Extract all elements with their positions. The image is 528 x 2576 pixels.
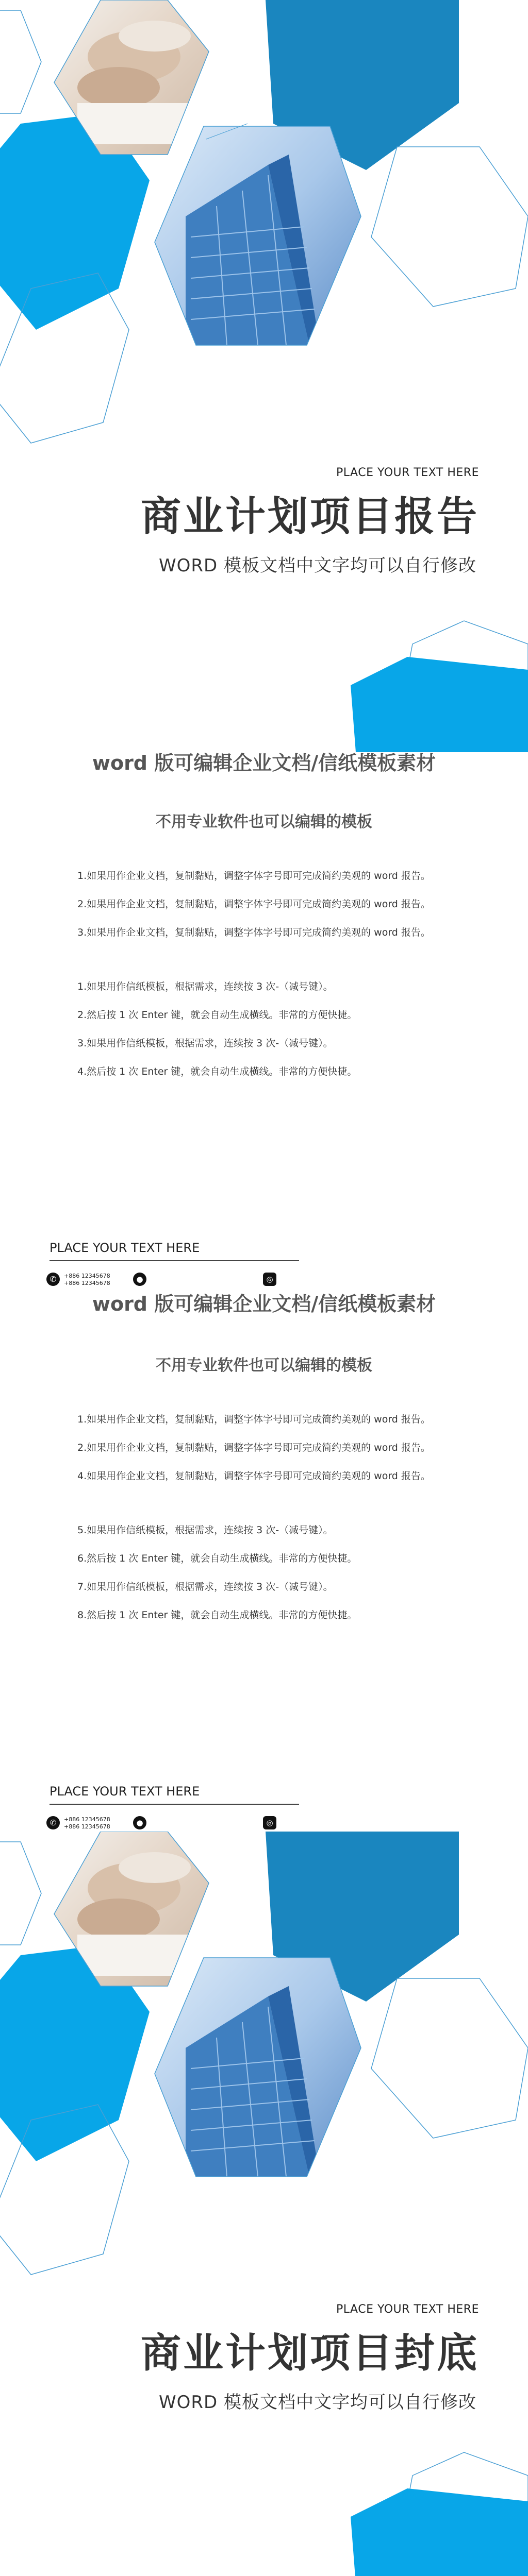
place-text: PLACE YOUR TEXT HERE [336, 2303, 479, 2316]
document-title: word 版可编辑企业文档/信纸模板素材 [92, 752, 436, 774]
blue-hexagon [351, 2488, 528, 2576]
letter-header [0, 1775, 528, 1837]
place-text: PLACE YOUR TEXT HERE [336, 466, 479, 479]
back-cover-title: 商业计划项目封底 [140, 2330, 479, 2377]
back-cover-subtitle: WORD 模板文档中文字均可以自行修改 [159, 2392, 476, 2413]
letter-header [0, 1231, 528, 1293]
back-cover-page [0, 1832, 528, 2576]
text-line: 1.如果用作企业文档，复制黏贴，调整字体字号即可完成简约美观的 word 报告。 [77, 870, 431, 882]
document-subtitle: 不用专业软件也可以编辑的模板 [156, 1357, 372, 1375]
outline-hexagon [371, 147, 528, 307]
outline-hexagon [0, 10, 41, 113]
text-line: 3.如果用作信纸模板，根据需求，连续按 3 次-（减号键）。 [77, 1038, 333, 1049]
cover-title: 商业计划项目报告 [140, 494, 479, 540]
blue-hexagon [351, 657, 528, 752]
document-page-1 [0, 742, 528, 1206]
text-line: 4.如果用作企业文档，复制黏贴，调整字体字号即可完成简约美观的 word 报告。 [77, 1470, 431, 1482]
hexagon-collage [0, 0, 528, 752]
header-divider [50, 1804, 299, 1805]
text-line: 2.如果用作企业文档，复制黏贴，调整字体字号即可完成简约美观的 word 报告。 [77, 1442, 431, 1453]
phone-numbers [64, 1273, 110, 1287]
phone-number: +886 12345678 [64, 1823, 110, 1830]
document-title: word 版可编辑企业文档/信纸模板素材 [92, 1293, 436, 1315]
location-pin-icon: ● [133, 1273, 146, 1286]
text-line: 4.然后按 1 次 Enter 键，就会自动生成横线。非常的方便快捷。 [77, 1066, 357, 1077]
web-icon: ◎ [263, 1816, 276, 1829]
phone-number: +886 12345678 [64, 1280, 110, 1286]
location-pin-icon: ● [133, 1816, 146, 1829]
text-line: 1.如果用作企业文档，复制黏贴，调整字体字号即可完成简约美观的 word 报告。 [77, 1414, 431, 1425]
document-page-2 [0, 1288, 528, 1659]
header-place-text: PLACE YOUR TEXT HERE [50, 1241, 200, 1255]
phone-numbers [64, 1816, 110, 1831]
text-line: 1.如果用作信纸模板，根据需求，连续按 3 次-（减号键）。 [77, 981, 333, 992]
phone-icon: ✆ [46, 1273, 60, 1286]
phone-number: +886 12345678 [64, 1273, 110, 1279]
cover-subtitle: WORD 模板文档中文字均可以自行修改 [159, 555, 476, 576]
text-line: 5.如果用作信纸模板，根据需求，连续按 3 次-（减号键）。 [77, 1524, 333, 1536]
web-icon: ◎ [263, 1273, 276, 1286]
phone-number: +886 12345678 [64, 1816, 110, 1823]
text-line: 7.如果用作信纸模板，根据需求，连续按 3 次-（减号键）。 [77, 1581, 333, 1592]
phone-icon: ✆ [46, 1816, 60, 1829]
text-line: 2.如果用作企业文档，复制黏贴，调整字体字号即可完成简约美观的 word 报告。 [77, 899, 431, 910]
outline-hexagon [371, 1978, 528, 2138]
building-photo [155, 126, 361, 345]
header-place-text: PLACE YOUR TEXT HERE [50, 1784, 200, 1799]
header-divider [50, 1260, 299, 1261]
hexagon-collage [0, 1832, 528, 2576]
document-subtitle: 不用专业软件也可以编辑的模板 [156, 813, 372, 831]
text-line: 6.然后按 1 次 Enter 键，就会自动生成横线。非常的方便快捷。 [77, 1553, 357, 1564]
text-line: 8.然后按 1 次 Enter 键，就会自动生成横线。非常的方便快捷。 [77, 1609, 357, 1621]
text-line: 2.然后按 1 次 Enter 键，就会自动生成横线。非常的方便快捷。 [77, 1009, 357, 1021]
text-line: 3.如果用作企业文档，复制黏贴，调整字体字号即可完成简约美观的 word 报告。 [77, 927, 431, 938]
cover-page [0, 0, 528, 752]
building-photo [155, 1958, 361, 2177]
outline-hexagon [0, 1842, 41, 1945]
